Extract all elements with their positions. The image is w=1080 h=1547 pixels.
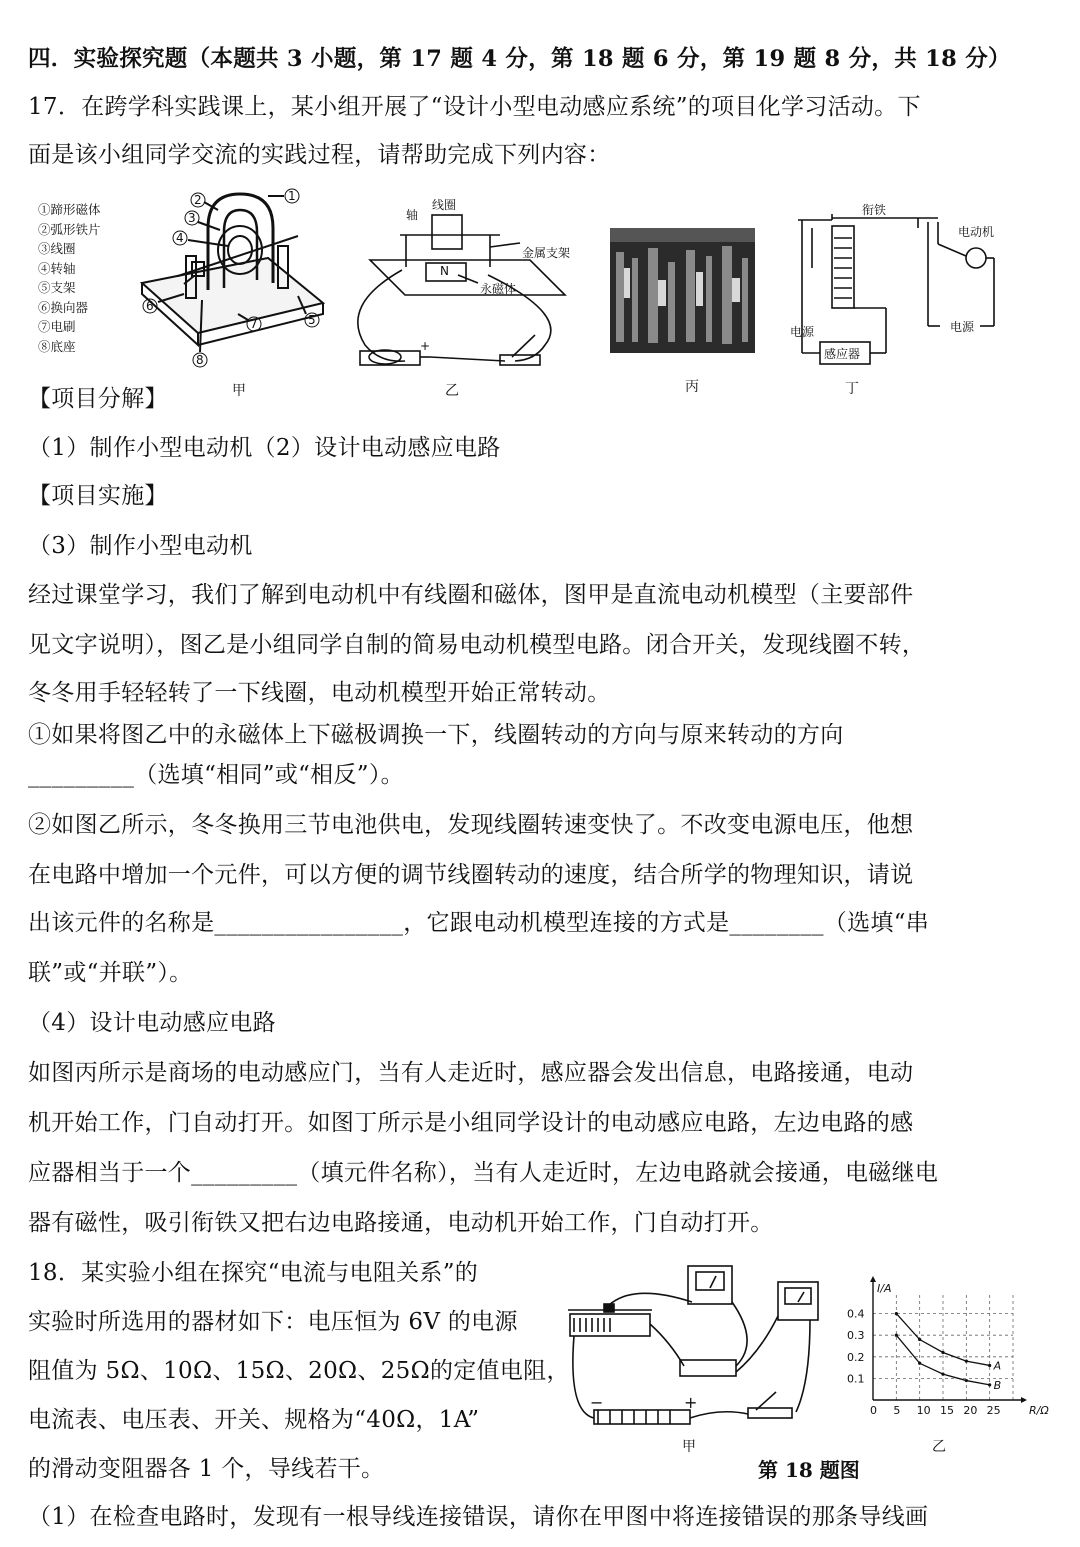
svg-text:8: 8 [196,353,204,367]
x-tick-label: 20 [963,1404,978,1417]
x-tick-label: 5 [893,1404,901,1417]
svg-text:6: 6 [146,299,154,313]
p3-line-1: 经过课堂学习，我们了解到电动机中有线圈和磁体，图甲是直流电动机模型（主要部件 [28,582,914,608]
data-point-B [988,1383,991,1386]
q1-line-2: _________（选填“相同”或“相反”）。 [28,762,404,788]
data-point-A [941,1351,944,1354]
x-tick-label: 0 [870,1404,877,1417]
label-yongci: 永磁体 [480,282,517,296]
svg-text:7: 7 [250,317,258,331]
chart-axes [870,1276,1027,1403]
p4-line-1: 如图丙所示是商场的电动感应门，当有人走近时，感应器会发出信息，电路接通，电动 [28,1060,914,1086]
p3-line-3: 冬冬用手轻轻转了一下线圈，电动机模型开始正常转动。 [28,680,611,706]
x-axis-label: R/Ω [1029,1404,1049,1417]
label-sensor: 感应器 [824,347,861,361]
data-point-B [965,1379,968,1382]
heading-decompose: 【项目分解】 [28,386,168,412]
part3-title: （3）制作小型电动机 [28,533,253,559]
y-tick-label: 0.1 [847,1372,865,1386]
label-xiantie: 衔铁 [862,203,887,217]
y-axis-arrow [870,1276,876,1282]
p4-line-2: 机开始工作，门自动打开。如图丁所示是小组同学设计的电动感应电路，左边电路的感 [28,1110,914,1136]
data-point-A [988,1364,991,1367]
data-point-B [918,1362,921,1365]
q18-line-5: 的滑动变阻器各 1 个，导线若干。 [28,1456,385,1482]
q18-line-4: 电流表、电压表、开关、规格为“40Ω，1A” [28,1407,480,1433]
legend-item-4: ④转轴 [38,260,76,276]
x-tick-label: 25 [986,1404,1001,1417]
q18-figure-title: 第 18 题图 [758,1458,860,1482]
chart-grid [873,1292,1013,1400]
fig-ding-caption: 丁 [845,381,859,397]
x-tick-label: 15 [940,1404,954,1417]
q18-fig-yi-caption: 乙 [932,1439,946,1455]
data-point-A [918,1338,921,1341]
legend-item-5: ⑤支架 [38,280,76,295]
data-point-A [895,1312,898,1315]
data-point-A [965,1360,968,1363]
q18-line-3: 阻值为 5Ω、10Ω、15Ω、20Ω、25Ω的定值电阻， [28,1358,570,1384]
svg-text:3: 3 [188,211,196,225]
chart-labels [847,1282,1049,1417]
heading-implement: 【项目实施】 [28,483,168,509]
q1-line-1: ①如果将图乙中的永磁体上下磁极调换一下，线圈转动的方向与原来转动的方向 [28,722,844,748]
label-motor: 电动机 [958,225,995,239]
fig-yi-caption: 乙 [445,383,459,399]
svg-text:5: 5 [308,313,316,327]
legend-item-3: ③线圈 [38,241,76,256]
svg-text:+: + [420,339,431,353]
fig-bing-caption: 丙 [685,379,699,395]
legend-item-2: ②弧形铁片 [38,221,101,237]
fig-jia-caption: 甲 [232,383,246,399]
label-source-right: 电源 [950,320,975,334]
y-tick-label: 0.2 [847,1350,865,1364]
label-xianquan: 线圈 [432,198,457,212]
svg-text:+: + [684,1393,698,1412]
p3-line-2: 见文字说明），图乙是小组同学自制的简易电动机模型电路。闭合开关，发现线圈不转， [28,632,926,658]
y-tick-label: 0.3 [847,1329,865,1343]
series-label-B: B [993,1378,1002,1392]
ir-chart [845,1282,1049,1432]
simple-motor-circuit [340,195,590,375]
legend-item-1: ①蹄形磁体 [38,202,101,217]
q2-line-2: 在电路中增加一个元件，可以方便的调节线圈转动的速度，结合所学的物理知识，请说 [28,862,914,888]
label-n-pole: N [440,264,449,278]
svg-text:4: 4 [176,231,184,245]
x-axis-arrow [1021,1397,1027,1403]
q18-line-1: 18．某实验小组在探究“电流与电阻关系”的 [28,1260,479,1286]
q18-fig-jia-caption: 甲 [682,1439,696,1455]
data-point-B [941,1372,944,1375]
legend-item-6: ⑥换向器 [38,299,89,315]
y-axis-label: I/A [877,1282,892,1295]
q2-line-3: 出该元件的名称是________________，它跟电动机模型连接的方式是________（选填“串 [28,910,930,936]
q2-line-4: 联”或“并联”）。 [28,960,193,986]
p4-line-4: 器有磁性，吸引衔铁又把右边电路接通，电动机开始工作，门自动打开。 [28,1210,774,1236]
label-source-left: 电源 [790,325,815,339]
label-jinshu: 金属支架 [522,246,571,260]
series-line-B [896,1335,989,1385]
q2-line-1: ②如图乙所示，冬冬换用三节电池供电，发现线圈转速变快了。不改变电源电压，他想 [28,812,914,838]
svg-text:1: 1 [288,189,296,203]
q18-circuit-figure [560,1262,830,1442]
q18-line-2: 实验时所选用的器材如下：电压恒为 6V 的电源 [28,1309,518,1335]
fig-jia-legend [38,200,128,356]
series-label-A: A [993,1359,1002,1373]
sensor-door-photo [610,228,755,353]
q17-intro-line-1: 17．在跨学科实践课上，某小组开展了“设计小型电动感应系统”的项目化学习活动。下 [28,94,921,120]
x-tick-label: 10 [916,1404,931,1417]
q17-intro-line-2: 面是该小组同学交流的实践过程，请帮助完成下列内容： [28,142,611,168]
decompose-items: （1）制作小型电动机（2）设计电动感应电路 [28,435,501,461]
svg-text:2: 2 [194,193,202,207]
relay-circuit [790,198,1000,373]
part4-title: （4）设计电动感应电路 [28,1010,276,1036]
label-zhou: 轴 [406,208,419,222]
legend-item-7: ⑦电刷 [38,319,76,334]
dc-motor-figure [128,188,328,370]
q18-sub1: （1）在检查电路时，发现有一根导线连接错误，请你在甲图中将连接错误的那条导线画 [28,1504,929,1530]
data-point-B [895,1334,898,1337]
section-title: 四．实验探究题（本题共 3 小题，第 17 题 4 分，第 18 题 6 分，第 19 题 8 分，共 18 分） [28,46,1011,72]
y-tick-label: 0.4 [847,1307,865,1321]
legend-item-8: ⑧底座 [38,338,76,354]
svg-text:−: − [590,1393,604,1412]
p4-line-3: 应器相当于一个_________（填元件名称），当有人走近时，左边电路就会接通，电磁继电 [28,1160,939,1186]
